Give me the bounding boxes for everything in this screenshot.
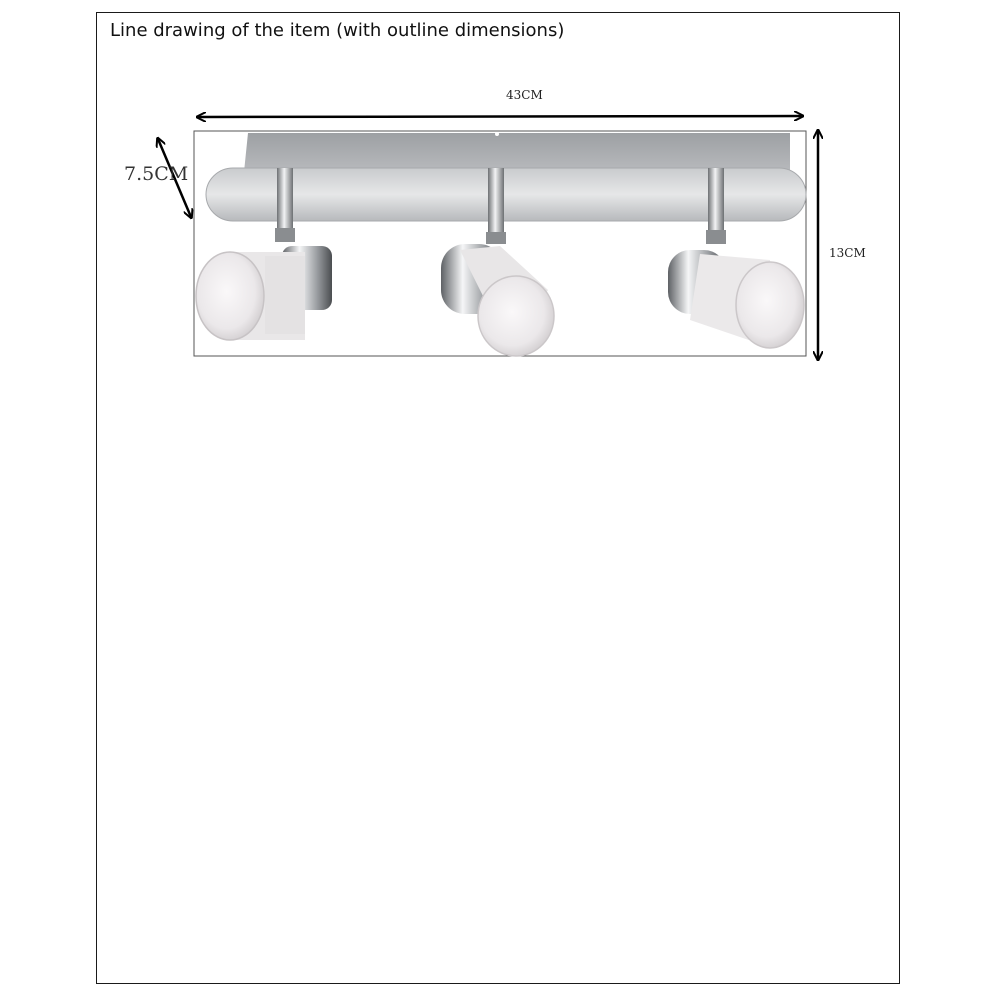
height-dimension-label: 13CM	[829, 246, 866, 260]
stem	[488, 168, 504, 238]
back-plate	[244, 133, 790, 172]
depth-dimension-label: 7.5CM	[124, 163, 189, 185]
width-arrow	[198, 116, 802, 117]
page-heading: Line drawing of the item (with outline dimensions)	[110, 20, 565, 41]
width-dimension-label: 43CM	[506, 88, 543, 102]
stem	[708, 168, 724, 240]
